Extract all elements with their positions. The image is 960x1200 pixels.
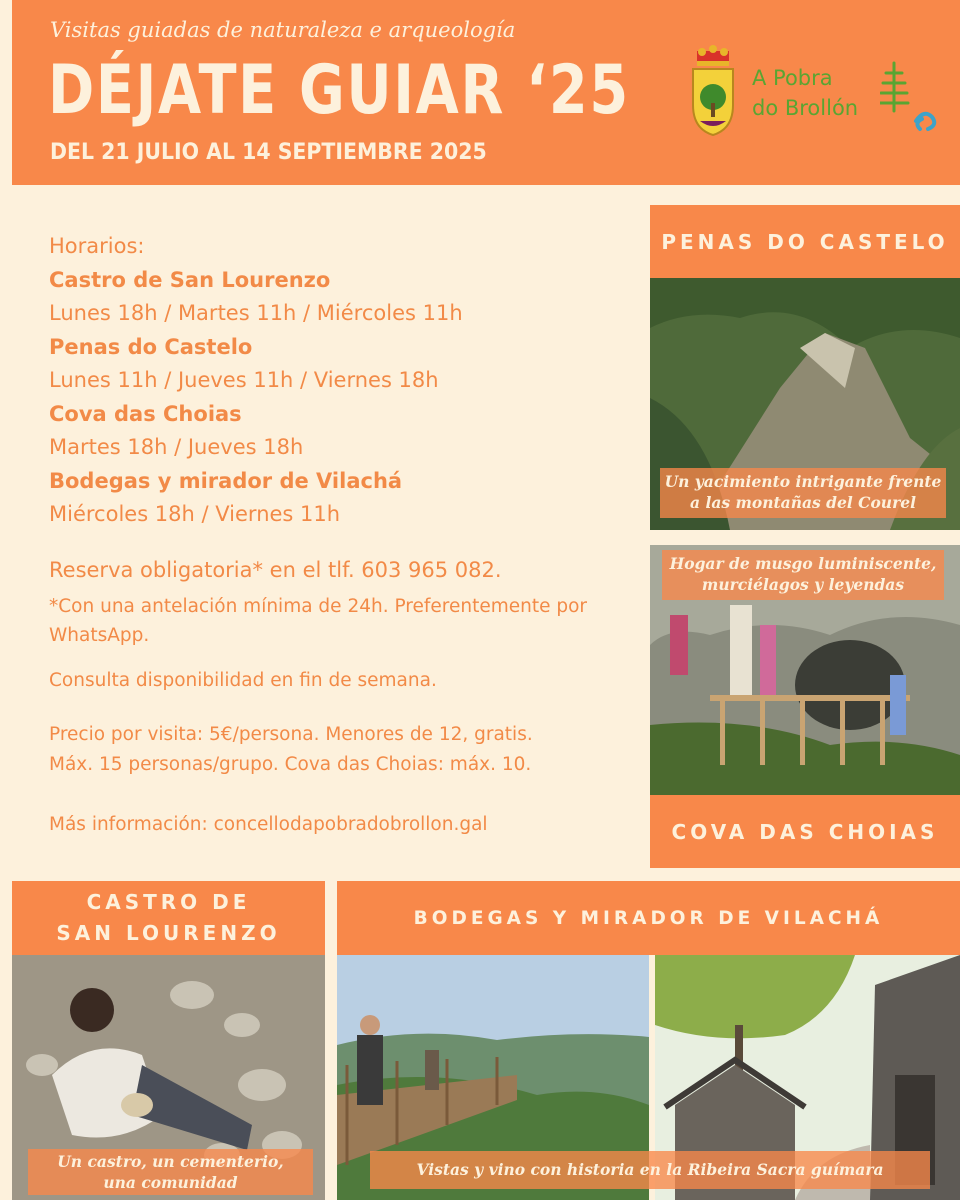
logo-line1: A Pobra xyxy=(752,66,833,90)
event-dates: DEL 21 JULIO AL 14 SEPTIEMBRE 2025 xyxy=(50,140,487,165)
logo-line2: do Brollón xyxy=(752,96,859,120)
logo-text xyxy=(752,63,858,123)
site-times: Miércoles 18h / Viernes 11h xyxy=(49,502,341,526)
booking-note: *Con una antelación mínima de 24h. Preferentemente por WhatsApp. xyxy=(49,596,588,646)
bodegas-title: BODEGAS Y MIRADOR DE VILACHÁ xyxy=(337,881,960,955)
group-max-info: Máx. 15 personas/grupo. Cova das Choias: máx. 10. xyxy=(49,754,532,775)
castro-caption-line1: Un castro, un cementerio, xyxy=(57,1152,284,1171)
municipality-logo xyxy=(676,45,946,145)
site-name: Castro de San Lourenzo xyxy=(49,267,331,292)
site-name: Cova das Choias xyxy=(49,401,242,426)
pine-tree-icon xyxy=(880,59,942,135)
castro-title-line1: CASTRO DE xyxy=(86,890,251,914)
coat-of-arms-icon xyxy=(688,45,738,137)
header-subtitle: Visitas guiadas de naturaleza e arqueología xyxy=(50,18,516,42)
castro-title xyxy=(12,881,325,955)
site-name: Penas do Castelo xyxy=(49,334,253,359)
site-times: Martes 18h / Jueves 18h xyxy=(49,435,304,459)
page-title: DÉJATE GUIAR ‘25 xyxy=(48,51,630,130)
booking-phone: Reserva obligatoria* en el tlf. 603 965 082. xyxy=(49,558,502,582)
site-times: Lunes 18h / Martes 11h / Miércoles 11h xyxy=(49,301,463,325)
cova-caption: Hogar de musgo luminiscente, murciélagos y leyendas xyxy=(662,550,944,600)
castro-caption xyxy=(28,1149,313,1195)
header-banner xyxy=(12,0,960,185)
cova-title: COVA DAS CHOIAS xyxy=(650,795,960,868)
site-times: Lunes 11h / Jueves 11h / Viernes 18h xyxy=(49,368,439,392)
schedule-block xyxy=(49,230,639,532)
schedule-heading: Horarios: xyxy=(49,234,145,258)
site-name: Bodegas y mirador de Vilachá xyxy=(49,468,403,493)
bodegas-caption: Vistas y vino con historia en la Ribeira Sacra guímara xyxy=(370,1151,930,1189)
more-info-link[interactable]: Más información: concellodapobradobrollon.gal xyxy=(49,814,488,835)
castro-caption-line2: una comunidad xyxy=(103,1173,238,1192)
castro-title-line2: SAN LOURENZO xyxy=(56,921,281,945)
penas-caption: Un yacimiento intrigante frente a las montañas del Courel xyxy=(660,468,946,518)
price-info: Precio por visita: 5€/persona. Menores de 12, gratis. xyxy=(49,724,533,745)
weekend-note: Consulta disponibilidad en fin de semana. xyxy=(49,670,437,691)
penas-title: PENAS DO CASTELO xyxy=(650,205,960,278)
